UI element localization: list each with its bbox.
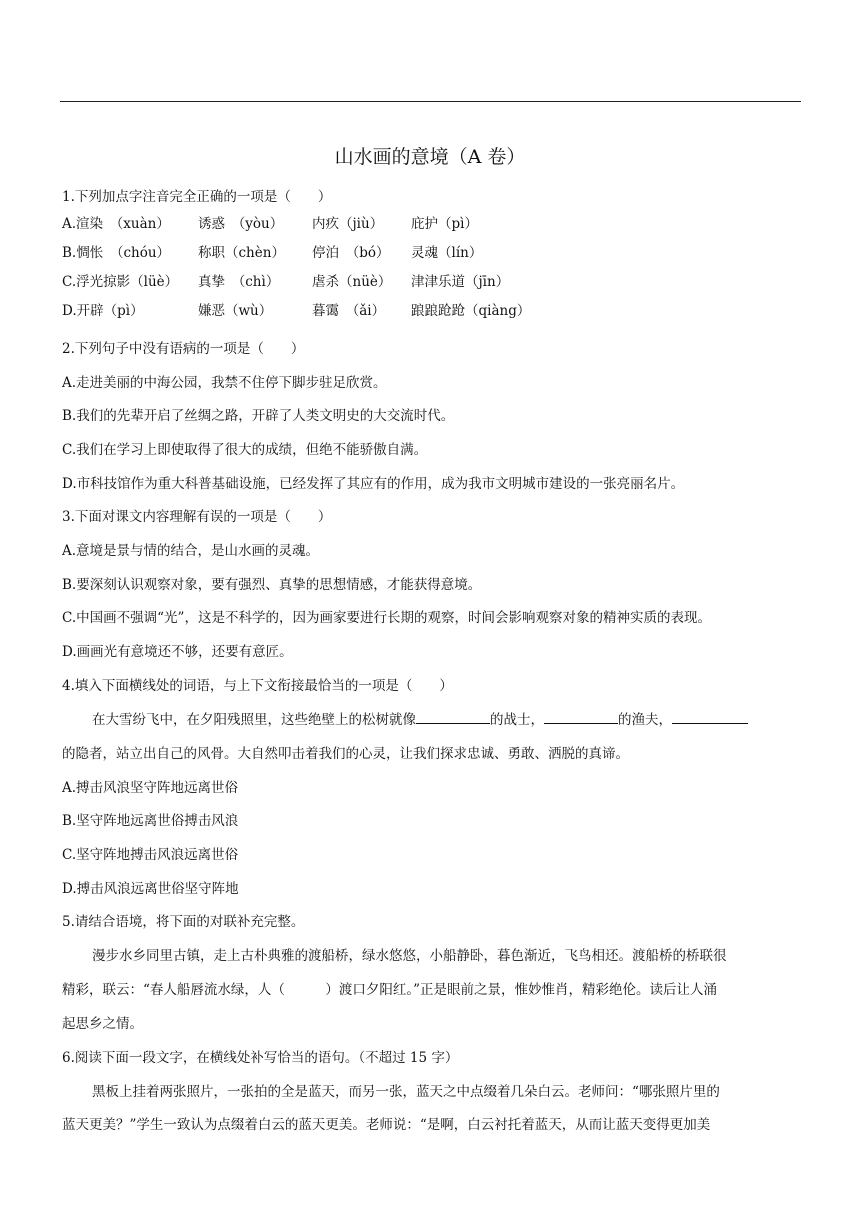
question-4-option-c: C.坚守阵地搏击风浪远离世俗 [62,847,239,863]
passage-text: 的战士， [490,712,544,728]
page-title: 山水画的意境（A 卷） [334,146,526,168]
question-3-option-c: C.中国画不强调“光”，这是不科学的，因为画家要进行长期的观察，时间会影响观察对象的精神实质的表现。 [62,610,711,626]
fill-blank-1[interactable] [416,711,490,724]
question-4-stem: 4.填入下面横线处的词语，与上下文衔接最恰当的一项是（ ） [62,678,453,694]
fill-blank-3[interactable] [672,711,748,724]
question-4-option-a: A.搏击风浪坚守阵地远离世俗 [62,780,239,796]
option-cell: 诱惑 （yòu） [198,216,284,232]
question-1-stem: 1.下列加点字注音完全正确的一项是（ ） [62,189,332,205]
option-cell: A.渲染 （xuàn） [62,216,170,232]
option-cell: 庇护（pì） [411,216,478,232]
option-cell: C.浮光掠影（lüè） [62,274,179,290]
fill-blank-2[interactable] [544,711,618,724]
question-4-passage-line-2: 的隐者，站立出自己的风骨。大自然叩击着我们的心灵，让我们探求忠诚、勇敢、洒脱的真谛。 [62,746,629,762]
option-cell: 虐杀（nüè） [312,274,392,290]
option-cell: 暮霭 （ǎi） [312,303,386,319]
option-cell: 停泊 （bó） [312,245,390,261]
question-3-option-a: A.意境是景与情的结合，是山水画的灵魂。 [62,543,320,559]
question-5-passage-line-2: 精彩，联云：“春人船唇流水绿，人（ ）渡口夕阳红。”正是眼前之景，惟妙惟肖，精彩绝伦。读后让人涌 [62,982,718,998]
question-6-passage-line-2: 蓝天更美？”学生一致认为点缀着白云的蓝天更美。老师说：“是啊，白云衬托着蓝天，从而让蓝天变得更加美 [62,1117,711,1133]
question-5-passage-line-3: 起思乡之情。 [62,1016,143,1032]
question-4-option-d: D.搏击风浪远离世俗坚守阵地 [62,881,239,897]
option-cell: D.开辟（pì） [62,303,144,319]
passage-text: 在大雪纷飞中，在夕阳残照里，这些绝壁上的松树就像 [92,712,416,728]
option-cell: 嫌恶（wù） [198,303,273,319]
question-3-stem: 3.下面对课文内容理解有误的一项是（ ） [62,509,332,525]
question-2-stem: 2.下列句子中没有语病的一项是（ ） [62,341,305,357]
option-cell: 内疚（jiù） [312,216,384,232]
question-4-option-b: B.坚守阵地远离世俗搏击风浪 [62,813,239,829]
question-3-option-d: D.画画光有意境还不够，还要有意匠。 [62,644,293,660]
question-2-option-c: C.我们在学习上即使取得了很大的成绩，但绝不能骄傲自满。 [62,442,428,458]
passage-text: 的渔夫， [618,712,672,728]
question-2-option-d: D.市科技馆作为重大科普基础设施，已经发挥了其应有的作用，成为我市文明城市建设的一张亮丽名片。 [62,476,685,492]
question-2-option-b: B.我们的先辈开启了丝绸之路，开辟了人类文明史的大交流时代。 [62,408,455,424]
question-6-passage-line-1: 黑板上挂着两张照片，一张拍的全是蓝天，而另一张，蓝天之中点缀着几朵白云。老师问：“哪张照片里的 [92,1084,720,1100]
option-cell: 灵魂（lín） [411,245,483,261]
option-cell: 踉踉跄跄（qiàng） [411,303,531,319]
option-cell: 称职（chèn） [198,245,285,261]
question-2-option-a: A.走进美丽的中海公园，我禁不住停下脚步驻足欣赏。 [62,375,387,391]
question-3-option-b: B.要深刻认识观察对象，要有强烈、真挚的思想情感，才能获得意境。 [62,577,482,593]
question-6-stem: 6.阅读下面一段文字，在横线处补写恰当的语句。（不超过 15 字） [62,1050,459,1066]
option-cell: 真挚 （chì） [198,274,280,290]
header-rule [60,101,801,102]
option-cell: 津津乐道（jīn） [411,274,510,290]
question-5-stem: 5.请结合语境，将下面的对联补充完整。 [62,914,305,930]
question-4-passage-line-1 [92,708,748,728]
option-cell: B.惆怅 （chóu） [62,245,171,261]
question-5-passage-line-1: 漫步水乡同里古镇，走上古朴典雅的渡船桥，绿水悠悠，小船静卧，暮色渐近，飞鸟相还。渡船桥的桥联很 [92,948,727,964]
